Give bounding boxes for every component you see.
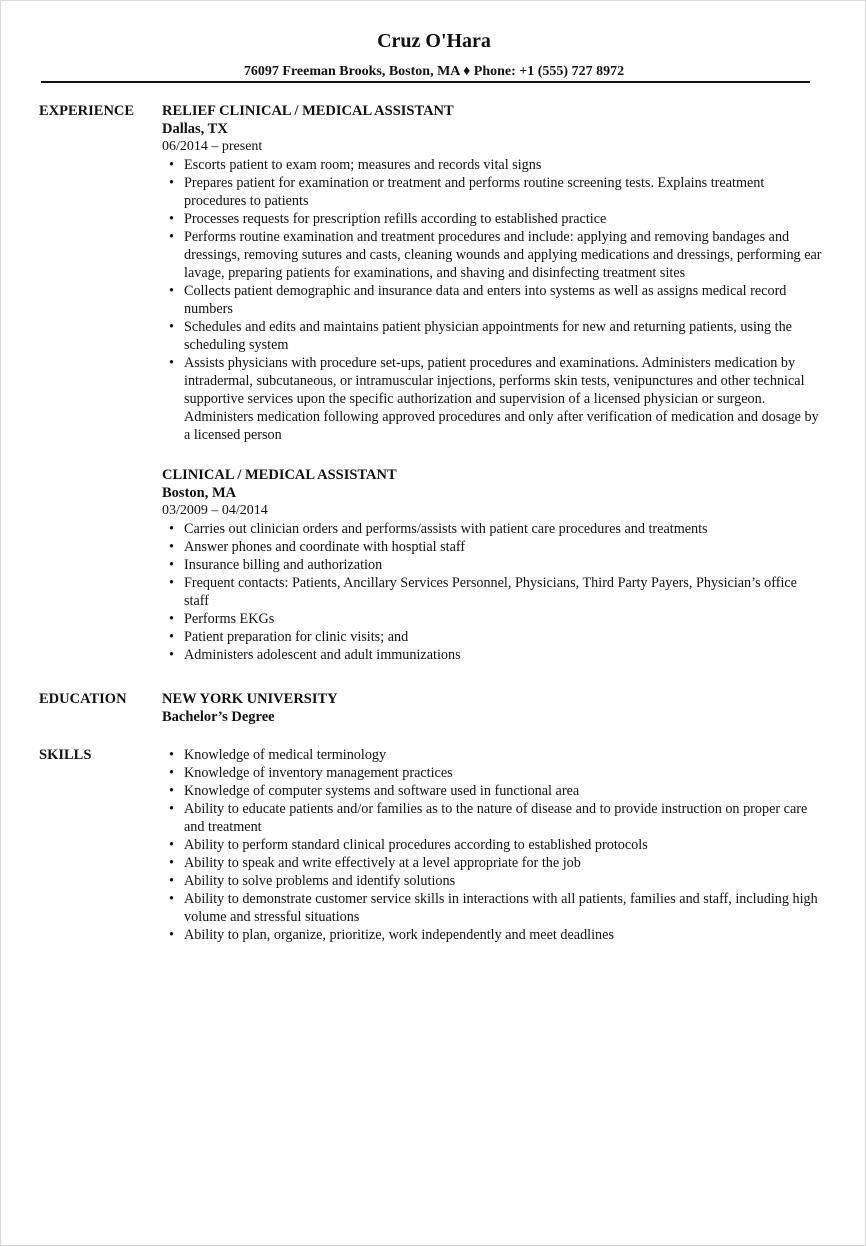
bullet-icon: • [169,557,174,573]
list-item [162,228,822,282]
job-dates: 03/2009 – 04/2014 [162,503,268,518]
bullet-icon: • [169,575,174,591]
skills-heading: SKILLS [39,747,92,763]
bullet-icon: • [169,801,174,817]
skill-text: Knowledge of inventory management practices [184,765,453,781]
job-entry [162,102,822,444]
list-item [162,926,822,944]
bullet-icon: • [169,175,174,191]
skill-text: Ability to perform standard clinical procedures according to established protocols [184,837,648,853]
list-item [162,520,822,538]
list-item [162,156,822,174]
bullet-icon: • [169,539,174,555]
bullet-icon: • [169,629,174,645]
bullet-icon: • [169,855,174,871]
list-item [162,836,822,854]
job-title: CLINICAL / MEDICAL ASSISTANT [162,467,397,483]
list-item [162,574,822,610]
skill-text: Ability to demonstrate customer service skills in interactions with all patients, families and staff, including high volume and stressful situations [184,891,818,925]
bullet-icon: • [169,229,174,245]
duty-text: Processes requests for prescription refills according to established practice [184,211,607,227]
list-item [162,854,822,872]
bullet-icon: • [169,837,174,853]
bullet-icon: • [169,157,174,173]
list-item [162,538,822,556]
list-item [162,764,822,782]
duty-text: Performs EKGs [184,611,275,627]
job-dates: 06/2014 – present [162,139,263,154]
list-item [162,318,822,354]
skill-text: Ability to plan, organize, prioritize, work independently and meet deadlines [184,927,614,943]
list-item [162,282,822,318]
list-item [162,556,822,574]
list-item [162,174,822,210]
skills-entry [162,746,822,944]
job-title: RELIEF CLINICAL / MEDICAL ASSISTANT [162,103,454,119]
duty-text: Escorts patient to exam room; measures and records vital signs [184,157,542,173]
education-heading: EDUCATION [39,691,127,707]
degree-name: Bachelor’s Degree [162,709,275,725]
duty-text: Performs routine examination and treatment procedures and include: applying and removing bandages and dressings, removing sutures and casts, cleaning wounds and applying medications and dressings, performing ear lavage, preparing patients for examinations, and shaving and disinfecting treatment sites [184,229,822,281]
list-item [162,746,822,764]
bullet-icon: • [169,891,174,907]
bullet-icon: • [169,211,174,227]
list-item [162,610,822,628]
bullet-icon: • [169,283,174,299]
duty-text: Schedules and edits and maintains patient physician appointments for new and returning patients, using the scheduling system [184,319,792,353]
bullet-icon: • [169,647,174,663]
bullet-icon: • [169,611,174,627]
job-entry [162,466,822,664]
skill-text: Knowledge of computer systems and software used in functional area [184,783,580,799]
list-item [162,210,822,228]
duty-text: Carries out clinician orders and performs/assists with patient care procedures and treatments [184,521,708,537]
duty-text: Patient preparation for clinic visits; and [184,629,409,645]
skill-text: Ability to solve problems and identify solutions [184,873,456,889]
bullet-icon: • [169,927,174,943]
contact-line: 76097 Freeman Brooks, Boston, MA ♦ Phone: +1 (555) 727 8972 [243,64,625,79]
skills-list [162,746,822,944]
job-location: Boston, MA [162,485,237,501]
bullet-icon: • [169,765,174,781]
duty-text: Collects patient demographic and insurance data and enters into systems as well as assigns medical record numbers [184,283,787,317]
bullet-icon: • [169,747,174,763]
header-divider [41,81,810,83]
list-item [162,800,822,836]
duty-text: Administers adolescent and adult immunizations [184,647,461,663]
experience-heading: EXPERIENCE [39,103,135,119]
duty-text: Frequent contacts: Patients, Ancillary Services Personnel, Physicians, Third Party Payers, Physician’s office staff [184,575,797,609]
school-name: NEW YORK UNIVERSITY [162,691,338,707]
job-duties-list [162,156,822,444]
bullet-icon: • [169,521,174,537]
list-item [162,890,822,926]
job-duties-list [162,520,822,664]
list-item [162,872,822,890]
list-item [162,782,822,800]
list-item [162,646,822,664]
duty-text: Insurance billing and authorization [184,557,383,573]
bullet-icon: • [169,873,174,889]
duty-text: Assists physicians with procedure set-ups, patient procedures and examinations. Administers medication by intradermal, subcutaneous, or intramuscular injections, performs skin tests, venipunctures and other technical supportive services upon the specific authorization and supervision of a licensed physician or surgeon. Administers medication following approved procedures and only after verification of medication and dosage by a licensed person [184,355,819,443]
duty-text: Answer phones and coordinate with hosptial staff [184,539,466,555]
skill-text: Ability to educate patients and/or families as to the nature of disease and to provide instruction on proper care and treatment [184,801,808,835]
skill-text: Knowledge of medical terminology [184,747,387,763]
list-item [162,628,822,646]
education-entry [162,690,822,726]
bullet-icon: • [169,319,174,335]
duty-text: Prepares patient for examination or treatment and performs routine screening tests. Explains treatment procedures to patients [184,175,765,209]
candidate-name: Cruz O'Hara [377,30,491,52]
bullet-icon: • [169,783,174,799]
skill-text: Ability to speak and write effectively at a level appropriate for the job [184,855,581,871]
job-location: Dallas, TX [162,121,228,137]
bullet-icon: • [169,355,174,371]
list-item [162,354,822,444]
